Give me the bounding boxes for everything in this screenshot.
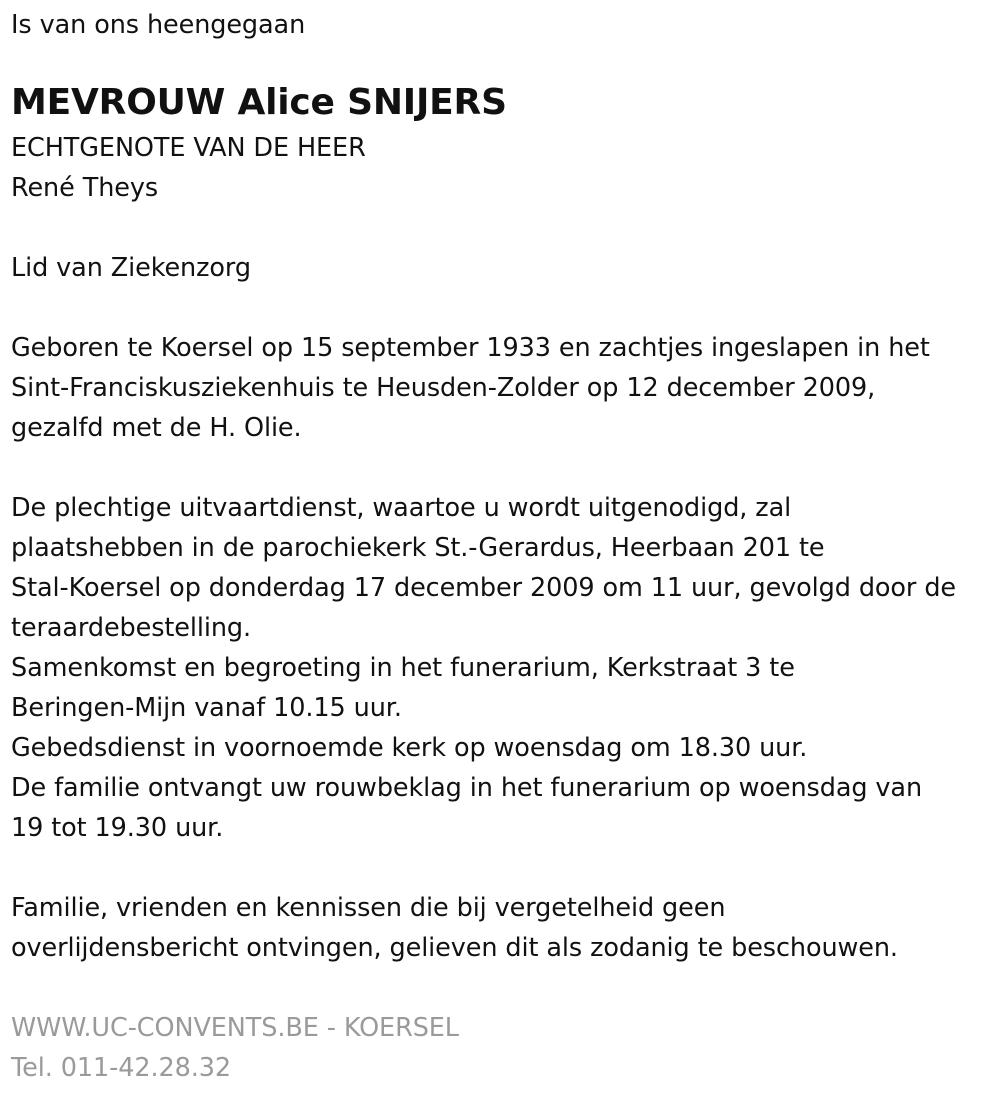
spacer	[11, 288, 996, 328]
paragraph-line: De plechtige uitvaartdienst, waartoe u wordt uitgenodigd, zal	[11, 493, 792, 523]
paragraph-line: gezalfd met de H. Olie.	[11, 413, 302, 443]
spacer	[11, 968, 996, 1008]
relation-text: ECHTGENOTE VAN DE HEER	[11, 133, 366, 163]
spacer	[11, 208, 996, 248]
intro-text: Is van ons heengegaan	[11, 10, 306, 40]
paragraph-line: Gebedsdienst in voornoemde kerk op woensdag om 18.30 uur.	[11, 733, 808, 763]
paragraph-line: teraardebestelling.	[11, 613, 251, 643]
spacer	[11, 448, 996, 488]
paragraph-line: Stal-Koersel op donderdag 17 december 2009 om 11 uur, gevolgd door de	[11, 573, 956, 603]
notice-paragraph	[11, 888, 996, 968]
footer	[11, 1008, 996, 1088]
footer-website: WWW.UC-CONVENTS.BE - KOERSEL	[11, 1013, 459, 1043]
ceremony-paragraph	[11, 488, 996, 848]
paragraph-line: Samenkomst en begroeting in het funerarium, Kerkstraat 3 te	[11, 653, 795, 683]
paragraph-line: Familie, vrienden en kennissen die bij vergetelheid geen	[11, 893, 726, 923]
paragraph-line: 19 tot 19.30 uur.	[11, 813, 224, 843]
paragraph-line: Beringen-Mijn vanaf 10.15 uur.	[11, 693, 402, 723]
membership-text: Lid van Ziekenzorg	[11, 253, 251, 283]
paragraph-line: Sint-Franciskusziekenhuis te Heusden-Zolder op 12 december 2009,	[11, 373, 876, 403]
birth-death-paragraph	[11, 328, 996, 448]
paragraph-line: Geboren te Koersel op 15 september 1933 en zachtjes ingeslapen in het	[11, 333, 930, 363]
death-notice	[11, 0, 996, 1088]
paragraph-line: De familie ontvangt uw rouwbeklag in het funerarium op woensdag van	[11, 773, 923, 803]
spouse-name: René Theys	[11, 173, 159, 203]
deceased-name: MEVROUW Alice SNIJERS	[11, 82, 507, 123]
paragraph-line: plaatshebben in de parochiekerk St.-Gerardus, Heerbaan 201 te	[11, 533, 825, 563]
spacer	[11, 848, 996, 888]
paragraph-line: overlijdensbericht ontvingen, gelieven dit als zodanig te beschouwen.	[11, 933, 898, 963]
footer-phone: Tel. 011-42.28.32	[11, 1053, 231, 1083]
